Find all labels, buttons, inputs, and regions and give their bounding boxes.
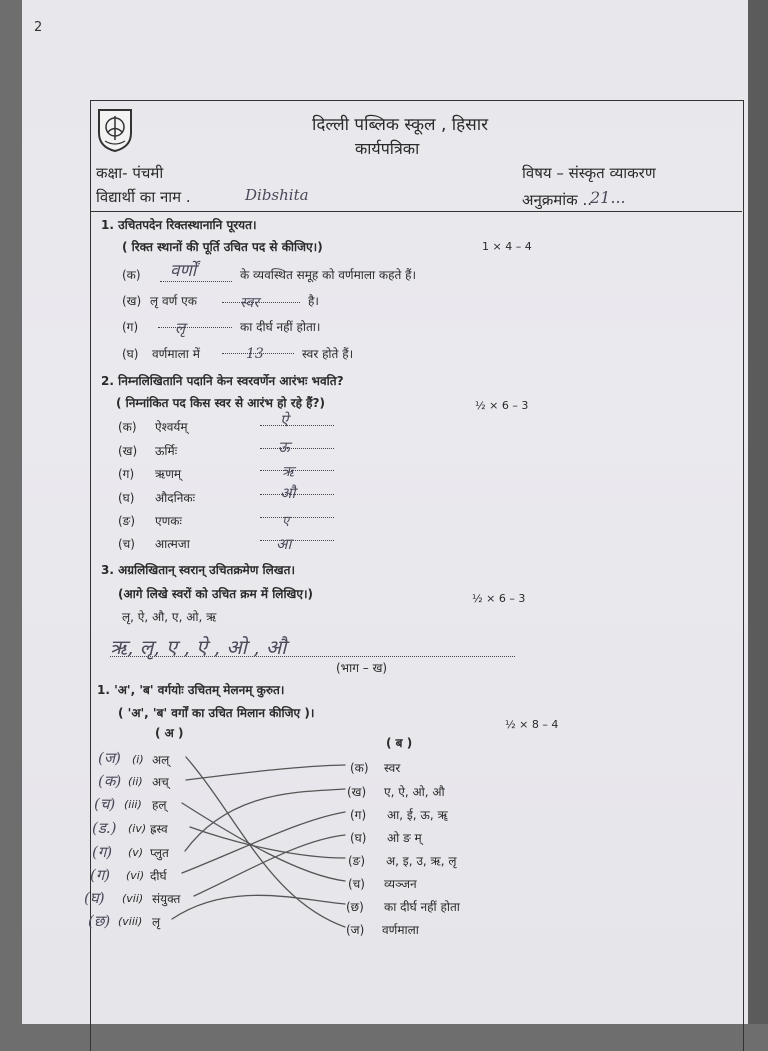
match-answer-mark: (क) <box>98 772 122 790</box>
q1-item-label: (ग) <box>122 320 139 334</box>
q1-answer: लृ <box>175 319 186 337</box>
col-b-item: व्यञ्जन <box>384 877 417 891</box>
student-name-label: विद्यार्थी का नाम . <box>96 188 191 206</box>
q2-item-label: (क) <box>118 420 137 434</box>
q1-answer: 13 <box>246 346 264 362</box>
col-b-label: (छ) <box>346 900 364 914</box>
q1-item-label: (ख) <box>122 294 142 308</box>
col-a-item: अच् <box>152 775 169 789</box>
section-b-heading: (भाग – ख) <box>336 661 388 675</box>
col-b-item: ओ ङ म् <box>387 831 422 845</box>
match-answer-mark: (ड.) <box>92 819 117 837</box>
q1-subtitle: ( रिक्त स्थानों की पूर्ति उचित पद से कीजिए।) <box>122 240 323 254</box>
q2-item-word: ऊर्मिः <box>155 444 178 458</box>
col-b-label: (क) <box>350 761 369 775</box>
match-answer-mark: (ग) <box>90 866 111 884</box>
col-a-item: संयुक्त <box>152 892 181 906</box>
col-b-item: वर्णमाला <box>382 923 419 937</box>
col-b-item: स्वर <box>384 761 401 775</box>
q1-item-prefix: वर्णमाला में <box>152 347 200 361</box>
col-a-number: (vii) <box>122 892 144 905</box>
column-b-header: ( ब ) <box>386 736 413 750</box>
col-b-label: (ख) <box>347 785 367 799</box>
q2-item-word: ऋणम् <box>155 467 182 481</box>
q2-item-label: (घ) <box>118 491 135 505</box>
qb1-title: 1. 'अ', 'ब' वर्गयोः उचितम् मेलनम् कुरुत। <box>97 683 285 697</box>
col-a-number: (i) <box>132 753 144 766</box>
col-b-label: (घ) <box>350 831 367 845</box>
col-b-item: अ, इ, उ, ऋ, लृ <box>386 854 457 868</box>
q2-item-label: (च) <box>118 537 135 551</box>
col-a-number: (ii) <box>128 775 143 788</box>
class-label: कक्षा- पंचमी <box>96 164 164 182</box>
roll-number-label: अनुक्रमांक .. <box>522 191 592 209</box>
q3-given-letters: लृ, ऐ, औ, ए, ओ, ऋ <box>122 610 217 624</box>
q2-answer: ऊ <box>278 438 290 456</box>
match-answer-mark: (घ) <box>84 889 105 907</box>
col-a-item: हल् <box>152 798 167 812</box>
col-b-label: (ग) <box>350 808 367 822</box>
col-a-number: (v) <box>128 846 144 859</box>
q2-subtitle: ( निम्नांकित पद किस स्वर से आरंभ हो रहे हैं?) <box>116 396 325 410</box>
worksheet-title: कार्यपत्रिका <box>355 139 420 158</box>
col-a-item: प्लुत <box>150 846 169 860</box>
match-answer-mark: (च) <box>94 795 116 813</box>
q1-item-prefix: लृ वर्ण एक <box>150 294 197 308</box>
match-line <box>182 803 345 881</box>
col-a-number: (iii) <box>124 798 142 811</box>
match-line <box>194 835 345 896</box>
student-name-value: Dibshita <box>245 186 309 204</box>
q2-item-label: (ङ) <box>118 514 136 528</box>
col-a-item: दीर्घ <box>150 869 167 883</box>
q2-answer: आ <box>276 535 292 553</box>
roll-number-value: 21... <box>590 188 626 207</box>
q2-item-label: (ग) <box>118 467 135 481</box>
q3-subtitle: (आगे लिखे स्वरों को उचित क्रम में लिखिए।) <box>118 587 314 601</box>
q2-marks: ½ × 6 – 3 <box>475 399 529 412</box>
col-a-number: (vi) <box>126 869 145 882</box>
q2-item-word: ऐश्वर्यम् <box>155 420 188 434</box>
q1-answer: स्वर <box>240 295 259 311</box>
q1-item-text: स्वर होते हैं। <box>302 347 354 361</box>
q1-item-text: है। <box>308 294 319 308</box>
col-a-number: (iv) <box>128 822 147 835</box>
q2-answer: ऐ <box>280 411 289 429</box>
col-a-item: अल् <box>152 753 170 767</box>
q2-answer: ऋ <box>282 464 294 480</box>
qb1-marks: ½ × 8 – 4 <box>505 718 559 731</box>
q3-answer: ऋ, लृ, ए , ऐ , ओ , औ <box>110 635 287 659</box>
column-a-header: ( अ ) <box>155 726 184 740</box>
q3-title: 3. अग्रलिखितान् स्वरान् उचितक्रमेण लिखत। <box>101 563 296 577</box>
school-name: दिल्ली पब्लिक स्कूल , हिसार <box>312 115 489 135</box>
q1-item-label: (क) <box>122 268 141 282</box>
qb1-subtitle: ( 'अ', 'ब' वर्गों का उचित मिलान कीजिए )। <box>118 706 315 720</box>
q2-answer: ए <box>282 514 290 529</box>
subject-label: विषय – संस्कृत व्याकरण <box>522 164 656 182</box>
col-a-item: ह्रस्व <box>150 822 168 836</box>
col-a-item: लृ <box>152 915 161 929</box>
q1-item-label: (घ) <box>122 347 139 361</box>
q2-item-word: आत्मजा <box>155 537 190 551</box>
q1-item-text: के व्यवस्थित समूह को वर्णमाला कहते हैं। <box>240 268 417 282</box>
q1-marks: 1 × 4 – 4 <box>482 240 532 253</box>
col-b-item: का दीर्घ नहीं होता <box>384 900 460 914</box>
q3-marks: ½ × 6 – 3 <box>472 592 526 605</box>
col-b-item: ए, ऐ, ओ, औ <box>384 785 445 799</box>
match-answer-mark: (छ) <box>88 912 111 930</box>
q1-answer: वर्णों <box>170 261 197 281</box>
q2-item-word: औदनिकः <box>155 491 196 505</box>
q2-answer: औ <box>280 484 296 502</box>
match-answer-mark: (ज) <box>98 749 121 767</box>
col-b-item: आ, ई, ऊ, ॠ <box>387 808 448 822</box>
q2-title: 2. निम्नलिखितानि पदानि केन स्वरवर्णेन आरंभः भवति? <box>101 374 344 388</box>
col-b-label: (च) <box>348 877 365 891</box>
match-line <box>172 895 345 919</box>
q1-title: 1. उचितपदेन रिक्तस्थानानि पूरयत। <box>101 218 257 232</box>
col-b-label: (ज) <box>346 923 365 937</box>
match-line <box>186 765 345 780</box>
col-b-label: (ङ) <box>348 854 366 868</box>
q2-item-label: (ख) <box>118 444 138 458</box>
page-number: 2 <box>34 20 43 35</box>
match-answer-mark: (ग) <box>92 843 113 861</box>
q2-item-word: एणकः <box>155 514 182 528</box>
col-a-number: (viii) <box>118 915 143 928</box>
q1-item-text: का दीर्घ नहीं होता। <box>240 320 321 334</box>
